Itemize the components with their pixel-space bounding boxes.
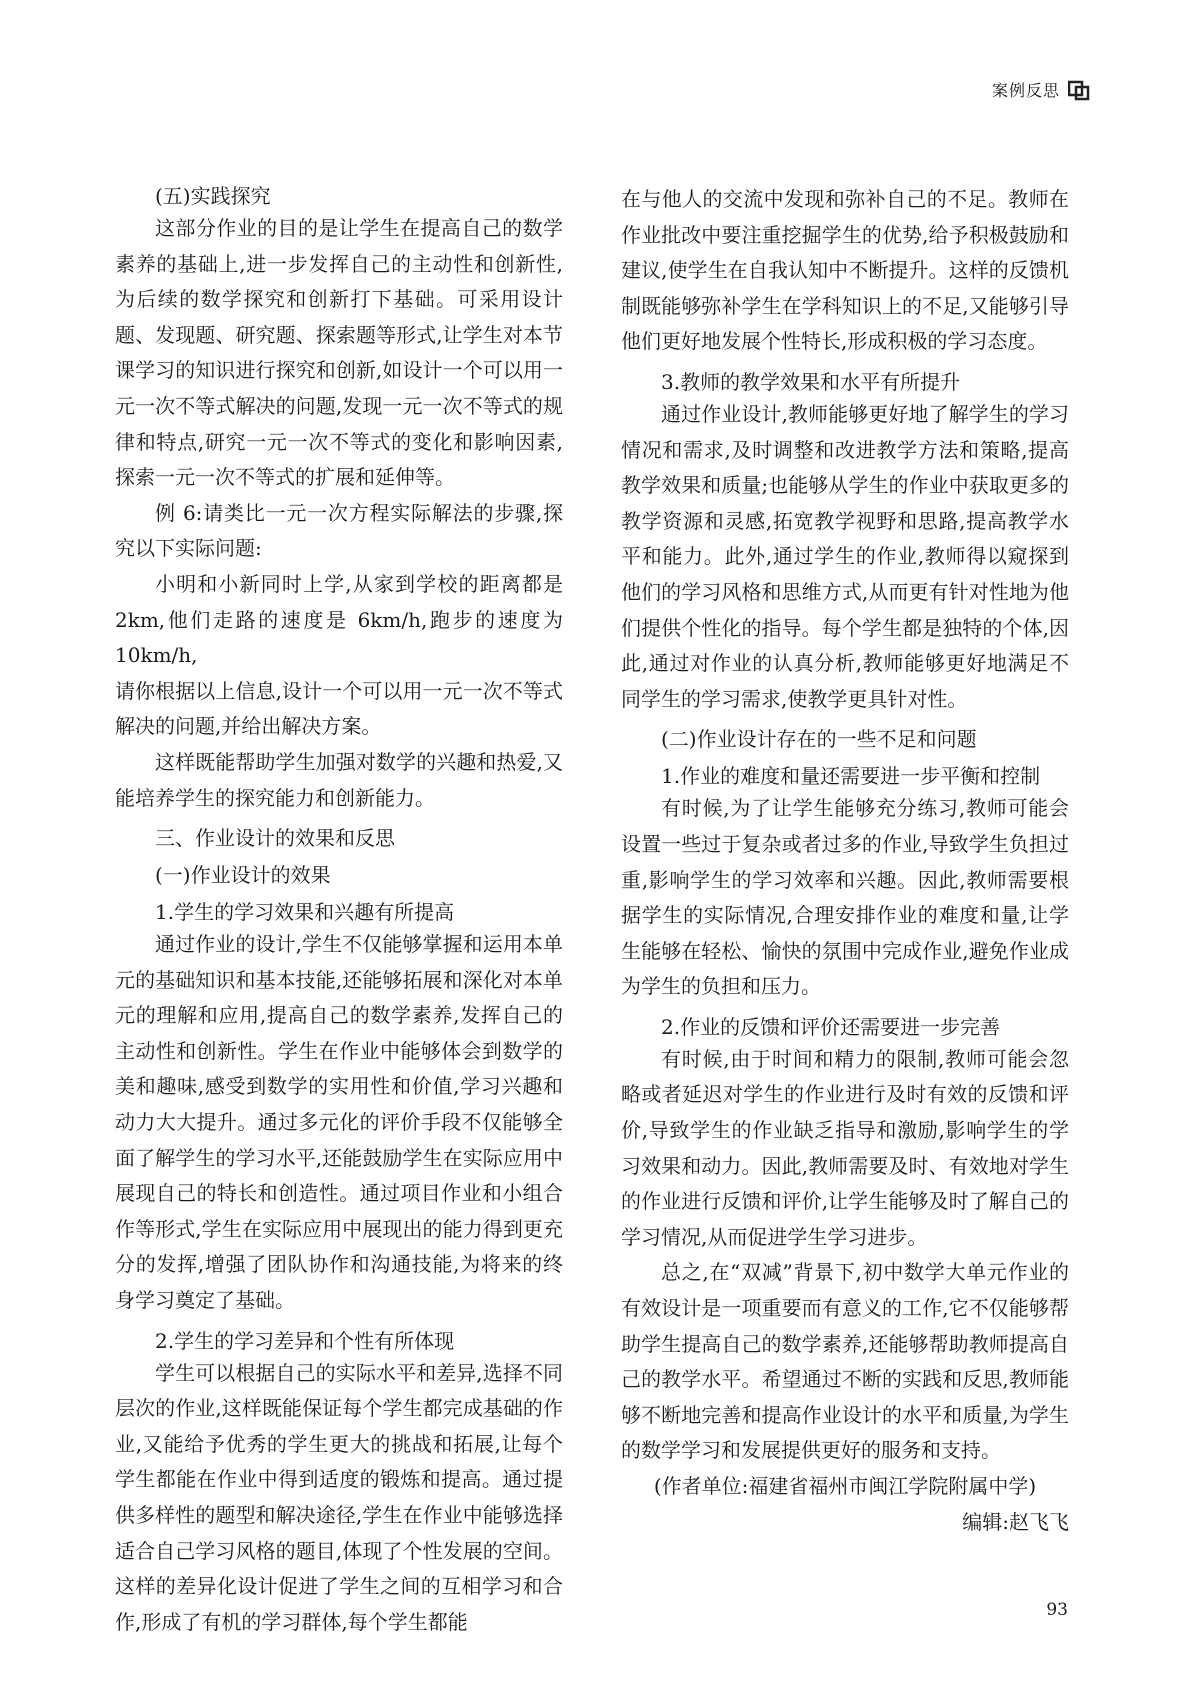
paragraph: 小明和小新同时上学,从家到学校的距离都是2km,他们走路的速度是 6km/h,跑步的速度为 10km/h, xyxy=(115,571,563,668)
paragraph: 总之,在“双减”背景下,初中数学大单元作业的有效设计是一项重要而有意义的工作,它不仅能够帮助学生提高自己的数学素养,还能够帮助教师提高自己的教学水平。希望通过不断的实践和反思,教师能够不断地完善和提高作业设计的水平和质量,为学生的数学学习和发展提供更好的服务和支持。 xyxy=(621,1260,1069,1463)
section-heading: (五)实践探究 xyxy=(155,184,271,208)
section-heading: (一)作业设计的效果 xyxy=(155,863,331,888)
paragraph: 这部分作业的目的是让学生在提高自己的数学素养的基础上,进一步发挥自己的主动性和创新性,为后续的数学探究和创新打下基础。可采用设计题、发现题、研究题、探索题等形式,让学生对本节课学习的知识进行探究和创新,如设计一个可以用一元一次不等式解决的问题,发现一元一次不等式的规律和特点,研究一元一次不等式的变化和影响因素,探索一元一次不等式的扩展和延伸等。 xyxy=(115,216,563,490)
right-column xyxy=(621,182,1069,1540)
section-heading: 1.作业的难度和量还需要进一步平衡和控制 xyxy=(661,764,1041,789)
paragraph: 有时候,为了让学生能够充分练习,教师可能会设置一些过于复杂或者过多的作业,导致学生负担过重,影响学生的学习效率和兴趣。因此,教师需要根据学生的实际情况,合理安排作业的难度和量,让学生能够在轻松、愉快的氛围中完成作业,避免作业成为学生的负担和压力。 xyxy=(621,796,1069,999)
page-number: 93 xyxy=(1046,1600,1068,1620)
author-affiliation: (作者单位:福建省福州市闽江学院附属中学) xyxy=(653,1474,1037,1498)
section-heading: 三、作业设计的效果和反思 xyxy=(155,826,395,851)
paragraph: 有时候,由于时间和精力的限制,教师可能会忽略或者延迟对学生的作业进行及时有效的反馈和评价,导致学生的作业缺乏指导和激励,影响学生的学习效果和动力。因此,教师需要及时、有效地对学生的作业进行反馈和评价,让学生能够及时了解自己的学习情况,从而促进学生学习进步。 xyxy=(621,1046,1069,1249)
section-heading: (二)作业设计存在的一些不足和问题 xyxy=(661,727,977,752)
section-heading: 2.学生的学习差异和个性有所体现 xyxy=(155,1328,455,1353)
paragraph: 通过作业的设计,学生不仅能够掌握和运用本单元的基础知识和基本技能,还能够拓展和深化对本单元的理解和应用,提高自己的数学素养,发挥自己的主动性和创新性。学生在作业中能够体会到数学的美和趣味,感受到数学的实用性和价值,学习兴趣和动力大大提升。通过多元化的评价手段不仅能够全面了解学生的学习水平,还能鼓励学生在实际应用中展现自己的特长和创造性。通过项目作业和小组合作等形式,学生在实际应用中展现出的能力得到更充分的发挥,增强了团队协作和沟通技能,为将来的终身学习奠定了基础。 xyxy=(115,932,563,1313)
paragraph: 例 6:请类比一元一次方程实际解法的步骤,探究以下实际问题: xyxy=(115,500,563,561)
section-heading: 1.学生的学习效果和兴趣有所提高 xyxy=(155,900,455,925)
paragraph: 这样既能帮助学生加强对数学的兴趣和热爱,又能培养学生的探究能力和创新能力。 xyxy=(115,749,563,810)
editor-credit: 编辑:赵飞飞 xyxy=(962,1509,1069,1534)
paragraph-continuation: 在与他人的交流中发现和弥补自己的不足。教师在作业批改中要注重挖掘学生的优势,给予积极鼓励和建议,使学生在自我认知中不断提升。这样的反馈机制既能够弥补学生在学科知识上的不足,又能够引导他们更好地发展个性特长,形成积极的学习态度。 xyxy=(621,187,1069,354)
left-column xyxy=(115,182,563,1640)
paragraph: 通过作业设计,教师能够更好地了解学生的学习情况和需求,及时调整和改进教学方法和策略,提高教学效果和质量;也能够从学生的作业中获取更多的教学资源和灵感,拓宽教学视野和思路,提高教学水平和能力。此外,通过学生的作业,教师得以窥探到他们的学习风格和思维方式,从而更有针对性地为他们提供个性化的指导。每个学生都是独特的个体,因此,通过对作业的认真分析,教师能够更好地满足不同学生的学习需求,使教学更具针对性。 xyxy=(621,401,1069,711)
section-title: 案例反思 xyxy=(991,81,1060,100)
column-logo-icon xyxy=(1068,79,1090,101)
running-header xyxy=(992,78,1090,101)
section-heading: 2.作业的反馈和评价还需要进一步完善 xyxy=(661,1014,1001,1039)
paragraph-continuation: 请你根据以上信息,设计一个可以用一元一次不等式解决的问题,并给出解决方案。 xyxy=(115,678,563,739)
paragraph: 学生可以根据自己的实际水平和差异,选择不同层次的作业,这样既能保证每个学生都完成基础的作业,又能给予优秀的学生更大的挑战和拓展,让每个学生都能在作业中得到适度的锻炼和提高。通过提供多样性的题型和解决途径,学生在作业中能够选择适合自己学习风格的题目,体现了个性发展的空间。这样的差异化设计促进了学生之间的互相学习和合作,形成了有机的学习群体,每个学生都能 xyxy=(115,1360,563,1634)
section-heading: 3.教师的教学效果和水平有所提升 xyxy=(661,369,961,394)
